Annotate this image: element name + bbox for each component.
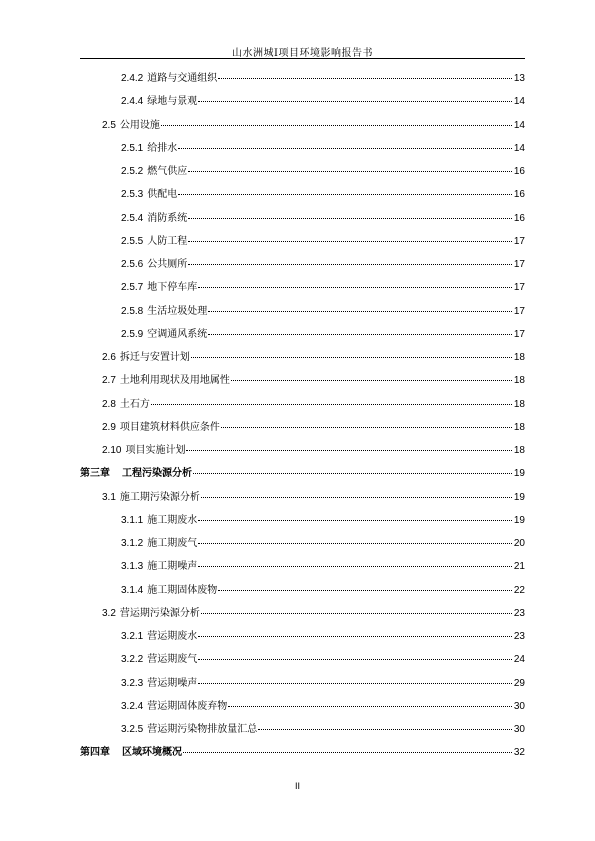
dot-leader	[188, 171, 512, 172]
toc-entry-page: 19	[513, 491, 525, 503]
dot-leader	[218, 78, 512, 79]
toc-entry[interactable]	[121, 515, 525, 527]
toc-entry-number: 3.2.4	[121, 700, 144, 712]
toc-entry[interactable]	[121, 724, 525, 736]
toc-entry-page: 16	[513, 166, 525, 177]
toc-entry-page: 19	[513, 514, 525, 526]
toc-entry[interactable]	[121, 213, 525, 225]
toc-chapter-entry[interactable]	[80, 747, 525, 759]
page-number: II	[294, 781, 300, 791]
header-divider	[80, 58, 525, 59]
toc-entry-title: 施工期废气	[147, 538, 198, 549]
toc-entry-title: 公用设施	[119, 119, 160, 131]
dot-leader	[198, 287, 512, 288]
toc-entry-number: 2.9	[102, 421, 116, 433]
toc-entry-page: 17	[513, 282, 525, 294]
toc-entry[interactable]	[121, 259, 525, 271]
toc-entry-title: 营运期噪声	[147, 677, 198, 689]
toc-entry-number: 2.8	[102, 398, 116, 410]
toc-entry-number: 3.1	[102, 491, 116, 503]
toc-entry[interactable]	[121, 96, 525, 108]
toc-entry-page: 30	[513, 724, 525, 735]
dot-leader	[188, 218, 512, 219]
toc-entry-number: 2.5.8	[121, 305, 144, 317]
toc-entry-title: 营运期废气	[147, 654, 198, 666]
toc-entry-number: 2.5	[102, 119, 116, 131]
toc-entry-title: 营运期固体废弃物	[147, 700, 228, 712]
dot-leader	[198, 566, 512, 567]
toc-entry[interactable]	[102, 120, 525, 132]
toc-entry-number: 2.5.3	[121, 189, 144, 201]
toc-entry-title: 区域环境概况	[122, 747, 182, 759]
toc-entry-title: 消防系统	[147, 212, 188, 224]
toc-entry-title: 施工期固体废物	[147, 584, 218, 596]
toc-entry-number: 3.2.5	[121, 724, 144, 735]
toc-entry-page: 24	[513, 654, 525, 666]
dot-leader	[186, 450, 512, 451]
toc-entry-page: 17	[513, 259, 525, 270]
toc-entry-title: 空调通风系统	[147, 328, 208, 340]
toc-entry[interactable]	[121, 306, 525, 318]
dot-leader	[198, 636, 512, 637]
toc-entry-page: 17	[513, 305, 525, 317]
toc-entry-number: 2.10	[102, 445, 122, 456]
running-header: 山水洲城Ⅰ项目环境影响报告书	[232, 48, 373, 59]
toc-entry-title: 道路与交通组织	[147, 73, 218, 84]
toc-entry-page: 14	[513, 96, 525, 108]
toc-entry-title: 人防工程	[147, 235, 188, 247]
toc-entry[interactable]	[121, 236, 525, 248]
toc-entry-number: 3.1.1	[121, 514, 144, 526]
toc-entry-title: 项目建筑材料供应条件	[119, 421, 220, 433]
toc-entry-title: 营运期废水	[147, 631, 198, 642]
toc-entry-number: 2.5.5	[121, 235, 144, 247]
toc-entry[interactable]	[121, 166, 525, 178]
toc-entry-title: 营运期污染源分析	[119, 607, 200, 619]
toc-entry-title: 给排水	[147, 142, 178, 154]
toc-entry-page: 30	[513, 700, 525, 712]
toc-entry-number: 2.6	[102, 352, 116, 363]
toc-entry-title: 工程污染源分析	[122, 468, 192, 480]
toc-entry-number: 2.5.4	[121, 212, 144, 224]
toc-entry-page: 29	[513, 677, 525, 689]
dot-leader	[151, 404, 512, 405]
toc-entry-page: 32	[513, 747, 525, 759]
toc-entry-page: 13	[513, 73, 525, 84]
dot-leader	[193, 473, 512, 474]
toc-entry[interactable]	[121, 701, 525, 713]
dot-leader	[201, 497, 512, 498]
toc-entry-number: 3.2.3	[121, 677, 144, 689]
toc-entry-number: 3.2.1	[121, 631, 144, 642]
toc-entry-page: 18	[513, 421, 525, 433]
toc-entry-page: 17	[513, 328, 525, 340]
toc-entry-title: 施工期噪声	[147, 561, 198, 573]
toc-entry-page: 14	[513, 119, 525, 131]
dot-leader	[201, 613, 512, 614]
toc-entry-number: 2.4.4	[121, 96, 144, 108]
toc-entry-title: 施工期污染源分析	[119, 491, 200, 503]
toc-entry[interactable]	[121, 538, 525, 550]
toc-entry[interactable]	[121, 654, 525, 666]
toc-entry-number: 2.5.2	[121, 166, 144, 177]
toc-entry-page: 16	[513, 189, 525, 201]
toc-entry-title: 供配电	[147, 189, 178, 201]
toc-entry[interactable]	[121, 189, 525, 201]
toc-entry[interactable]	[121, 282, 525, 294]
dot-leader	[198, 659, 512, 660]
toc-entry-number: 2.5.9	[121, 328, 144, 340]
dot-leader	[161, 125, 512, 126]
toc-entry[interactable]	[121, 561, 525, 573]
toc-entry[interactable]	[102, 422, 525, 434]
toc-entry[interactable]	[121, 585, 525, 597]
toc-entry-title: 燃气供应	[147, 166, 188, 177]
toc-entry[interactable]	[121, 678, 525, 690]
toc-entry-number: 第三章	[80, 468, 110, 480]
toc-entry-page: 18	[513, 445, 525, 456]
toc-entry[interactable]	[121, 631, 525, 643]
toc-entry-title: 公共厕所	[147, 259, 188, 270]
toc-entry[interactable]	[102, 492, 525, 504]
toc-entry-number: 2.4.2	[121, 73, 144, 84]
dot-leader	[178, 148, 512, 149]
toc-entry-title: 土地利用现状及用地属性	[119, 375, 230, 387]
dot-leader	[208, 311, 512, 312]
toc-entry[interactable]	[121, 143, 525, 155]
toc-entry-page: 16	[513, 212, 525, 224]
toc-chapter-entry[interactable]	[80, 468, 525, 480]
toc-entry-number: 3.1.4	[121, 584, 144, 596]
toc-entry-number: 第四章	[80, 747, 110, 759]
toc-entry-page: 19	[513, 468, 525, 480]
dot-leader	[198, 520, 512, 521]
toc-entry-page: 20	[513, 538, 525, 549]
toc-entry[interactable]	[102, 399, 525, 411]
toc-entry-number: 2.5.7	[121, 282, 144, 294]
dot-leader	[188, 241, 512, 242]
toc-entry-number: 3.1.2	[121, 538, 144, 549]
toc-entry-page: 18	[513, 352, 525, 363]
toc-entry-page: 18	[513, 398, 525, 410]
toc-entry-title: 营运期污染物排放量汇总	[147, 724, 258, 735]
dot-leader	[231, 380, 512, 381]
toc-entry-page: 21	[513, 561, 525, 573]
toc-entry-title: 地下停车库	[147, 282, 198, 294]
toc-entry-page: 14	[513, 142, 525, 154]
dot-leader	[191, 357, 512, 358]
toc-entry-title: 施工期废水	[147, 514, 198, 526]
dot-leader	[198, 683, 512, 684]
toc-entry-number: 3.2	[102, 607, 116, 619]
dot-leader	[208, 334, 512, 335]
toc-entry-page: 23	[513, 631, 525, 642]
dot-leader	[178, 194, 512, 195]
toc-entry-title: 土石方	[119, 398, 150, 410]
toc-entry[interactable]	[102, 375, 525, 387]
toc-entry-title: 生活垃圾处理	[147, 305, 208, 317]
dot-leader	[188, 264, 512, 265]
dot-leader	[198, 543, 512, 544]
dot-leader	[198, 101, 512, 102]
toc-entry[interactable]	[102, 352, 525, 364]
toc-entry[interactable]	[102, 445, 525, 457]
dot-leader	[183, 752, 512, 753]
toc-entry-title: 绿地与景观	[147, 96, 198, 108]
toc-entry-page: 17	[513, 235, 525, 247]
toc-entry-number: 2.5.1	[121, 142, 144, 154]
toc-entry-number: 2.7	[102, 375, 116, 387]
toc-entry-number: 3.1.3	[121, 561, 144, 573]
dot-leader	[218, 590, 512, 591]
toc-entry[interactable]	[102, 608, 525, 620]
toc-entry-title: 拆迁与安置计划	[119, 352, 190, 363]
toc-entry-page: 23	[513, 607, 525, 619]
toc-entry-number: 2.5.6	[121, 259, 144, 270]
dot-leader	[258, 729, 512, 730]
toc-entry[interactable]	[121, 329, 525, 341]
toc-entry[interactable]	[121, 73, 525, 85]
toc-entry-page: 22	[513, 584, 525, 596]
dot-leader	[228, 706, 512, 707]
toc-entry-number: 3.2.2	[121, 654, 144, 666]
dot-leader	[221, 427, 512, 428]
toc-entry-title: 项目实施计划	[125, 445, 186, 456]
toc-entry-page: 18	[513, 375, 525, 387]
